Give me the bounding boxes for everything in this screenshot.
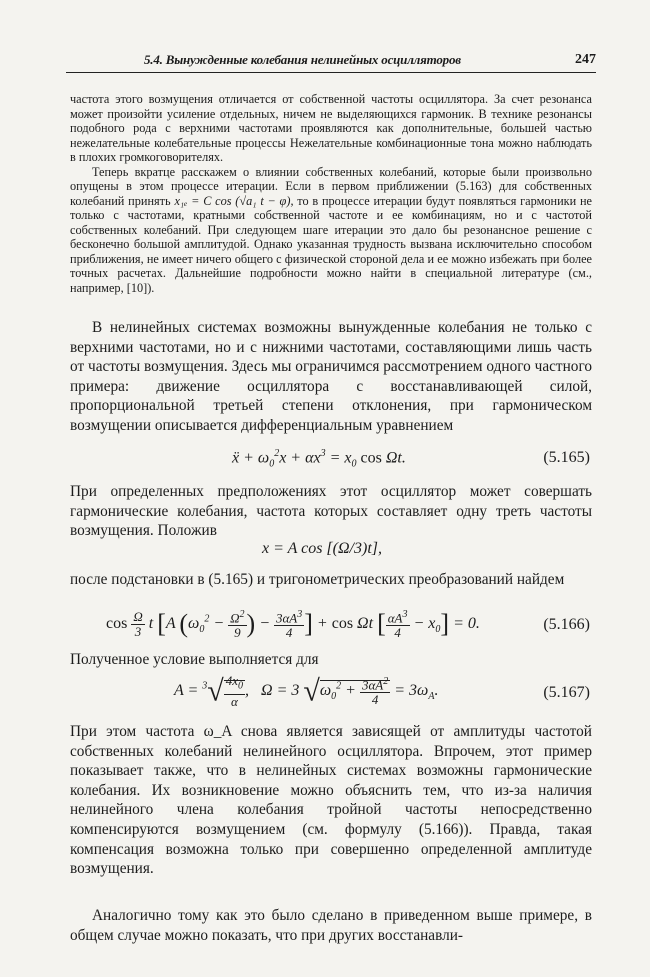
main-paragraph-5 <box>70 722 592 879</box>
paragraph-7: При этом частота ω_A снова является зависящей от амплитуды частотой собственных колебаний нелинейного осциллятора. Впрочем, этот пример показывает также, что в нелинейных системах возможны гармонические колебания. Их возникновение можно объяснить тем, что из-за наличия нелинейного члена колебания тройной частоты непосредственно компенсируются возмущением (см. формулу (5.166)). Правда, такая компенсация возможна только при совершенно определенной амплитуде возмущения. <box>70 723 592 878</box>
equation-body: ẍ + $\omega_0^2x + \alpha x^3 = x_0$ cos Ωt. <box>232 448 406 470</box>
paragraph-4: При определенных предположениях этот осциллятор может совершать гармонические колебания, частота которых составляет одну треть частоты возмущения. Положив <box>70 483 592 540</box>
equation-body: x = A cos [(Ω/3)t], <box>262 540 382 557</box>
equation-number: (5.166) <box>543 616 590 633</box>
paragraph-3: В нелинейных системах возможны вынужденные колебания не только с верхними частотами, но и с нижними частотами, составляющими лишь часть от частоты возмущения. Здесь мы ограничимся рассмотрением одного частного примера: движение осциллятора с восстанавливающей силой, пропорциональной третьей степени отклонения, при гармоническом возмущении описывается дифференциальным уравнением <box>70 319 592 434</box>
paragraph-8: Аналогично тому как это было сделано в приведенном выше примере, в общем случае можно показать, что при других восстанавли- <box>70 907 592 944</box>
equation-5-167 <box>70 672 592 714</box>
paragraph-small-2a: Теперь вкратце расскажем о влиянии собственных колебаний, которые были произвольно опущены в этом процессе итерации. Если в первом приближении (5.163) для собственных колебаний принять <box>70 164 592 208</box>
equation-number: (5.165) <box>543 449 590 466</box>
paragraph-6: Полученное условие выполняется для <box>70 651 319 668</box>
paragraph-small-1: частота этого возмущения отличается от собственной частоты осциллятора. За счет резонанса может произойти усиление отдельных, ничем не выделяющихся гармоник. В технике резонансы подобного рода с верхними частотами проявляются как дополнительные, большей частью нежелательные колебательные процессы Нежелательные комбинационные тона можно наблюдать в плохих громкоговорителях. <box>70 92 592 164</box>
running-header <box>66 48 596 70</box>
main-paragraph-1 <box>70 318 592 436</box>
inline-formula: x₁ₑ = C cos (√a₁ t − φ), <box>174 193 294 208</box>
equation-number: (5.167) <box>543 684 590 701</box>
section-title: 5.4. Вынужденные колебания нелинейных осцилляторов <box>144 52 461 67</box>
equation-body: A = $^3$√ $\frac{4x_0}{\alpha}$ , Ω = 3 $√\omega_0^2$ + $\frac{3\alpha A^2}{4}$ = $3\omega_A$. <box>174 673 439 709</box>
main-paragraph-6 <box>70 906 592 945</box>
header-rule <box>66 72 596 73</box>
equation-body: cos $\frac{\Omega}{3}$ t [A ($\omega_0^2$ − $\frac{\Omega^2}{9}$ ) − $\frac{3\alpha A^3}{4}$ ] + cos Ωt [ $\frac{\alpha A^3}{4}$ − $x_0] = 0$. <box>106 608 480 641</box>
main-paragraph-4 <box>70 650 592 670</box>
small-print-block <box>70 92 592 295</box>
equation-substitution <box>70 538 592 564</box>
main-paragraph-3 <box>70 570 592 590</box>
paragraph-5: после подстановки в (5.165) и тригонометрических преобразований найдем <box>70 571 565 588</box>
paragraph-small-2 <box>70 165 592 296</box>
equation-5-166 <box>70 606 592 646</box>
page-number: 247 <box>575 52 596 67</box>
paragraph-small-2b: то в процессе итерации будут появляться гармоники не только с частотами, кратными собственной частоте и ее комбинациям, но и с частотой собственных колебаний. При следующем шаге итерации это дало бы резонансное решение с бесконечно большой амплитудой. Однако указанная трудность вызвана исключительно способом приближения, не имеет ничего общего с физической стороной дела и ее можно избежать при более точных расчетах. Дальнейшие подробности можно найти в специальной литературе (см., например, [10]). <box>70 193 593 295</box>
equation-5-165 <box>70 442 592 476</box>
main-paragraph-2 <box>70 482 592 541</box>
